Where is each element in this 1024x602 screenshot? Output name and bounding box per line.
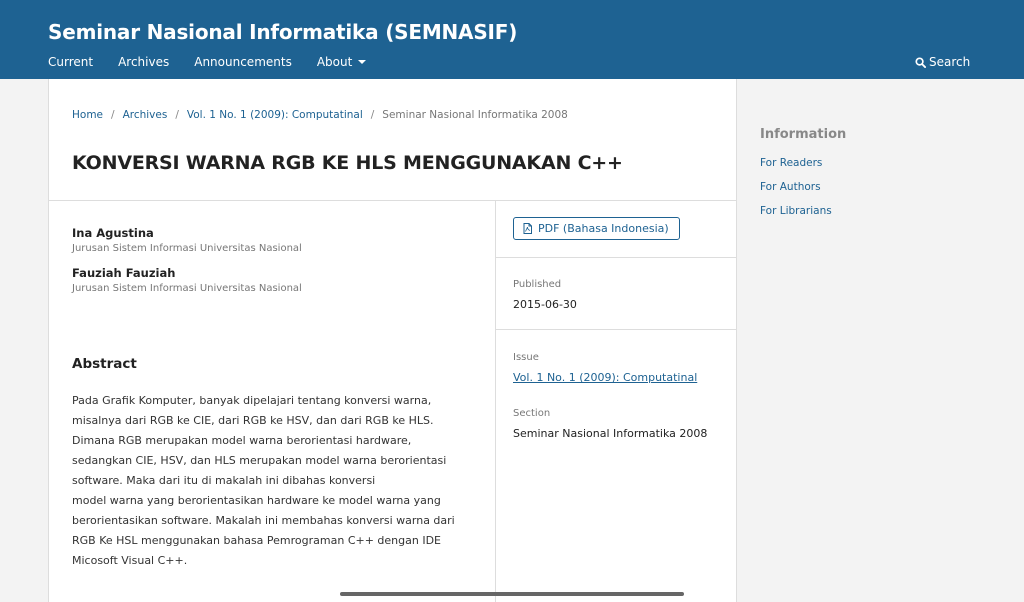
breadcrumb-archives[interactable]: Archives <box>122 109 168 121</box>
section-value: Seminar Nasional Informatika 2008 <box>513 427 708 440</box>
nav-current[interactable]: Current <box>48 55 94 69</box>
article-panel <box>48 79 737 602</box>
issue-link-text[interactable]: Vol. 1 No. 1 (2009): Computatinal <box>513 371 698 384</box>
breadcrumb <box>72 109 568 121</box>
file-pdf-icon <box>523 223 532 234</box>
breadcrumb-issue[interactable]: Vol. 1 No. 1 (2009): Computatinal <box>186 109 363 121</box>
divider <box>49 200 736 201</box>
nav-about-label: About <box>316 55 353 69</box>
author-affiliation: Jurusan Sistem Informasi Universitas Nasional <box>72 243 302 254</box>
published-value: 2015-06-30 <box>513 298 577 311</box>
divider <box>496 257 736 258</box>
nav-archives[interactable]: Archives <box>118 55 170 69</box>
pdf-button-label: PDF (Bahasa Indonesia) <box>538 222 669 235</box>
search-label: Search <box>929 55 971 69</box>
author-affiliation: Jurusan Sistem Informasi Universitas Nasional <box>72 283 302 294</box>
issue-link[interactable] <box>513 371 697 384</box>
search-icon <box>915 57 926 68</box>
column-divider <box>495 200 496 602</box>
author <box>72 226 302 254</box>
site-title[interactable]: Seminar Nasional Informatika (SEMNASIF) <box>48 20 518 44</box>
nav-announcements[interactable]: Announcements <box>194 55 292 69</box>
published-label: Published <box>513 279 562 290</box>
nav-about[interactable] <box>317 55 366 69</box>
horizontal-scrollbar[interactable] <box>340 592 684 596</box>
sidebar-link-authors[interactable]: For Authors <box>760 181 821 193</box>
search-link[interactable] <box>915 55 970 69</box>
breadcrumb-current: Seminar Nasional Informatika 2008 <box>382 109 568 121</box>
breadcrumb-separator: / <box>175 109 179 121</box>
author <box>72 266 302 294</box>
site-header <box>0 0 1024 79</box>
sidebar-title: Information <box>760 127 847 142</box>
breadcrumb-home[interactable]: Home <box>72 109 104 121</box>
abstract-paragraph: model warna yang berorientasikan hardware ke model warna yang berorientasikan software. Makalah ini membahas konversi warna dari RGB Ke HSL menggunakan bahasa Pemrograman C++ dengan IDE Micosoft Visual C++. <box>72 494 455 567</box>
abstract-text <box>72 391 472 571</box>
abstract-paragraph: Pada Grafik Komputer, banyak dipelajari tentang konversi warna, misalnya dari RGB ke CIE, dari RGB ke HSV, dan dari RGB ke HLS. Dimana RGB merupakan model warna berorientasi hardware, sedangkan CIE, HSV, dan HLS merupakan model warna berorientasi software. Maka dari itu di makalah ini dibahas konversi <box>72 394 447 487</box>
article-title: KONVERSI WARNA RGB KE HLS MENGGUNAKAN C++ <box>72 152 623 174</box>
author-name: Ina Agustina <box>72 226 154 240</box>
divider <box>496 329 736 330</box>
section-label: Section <box>513 408 551 419</box>
sidebar-link-readers[interactable]: For Readers <box>760 157 823 169</box>
sidebar-link-librarians[interactable]: For Librarians <box>760 205 832 217</box>
caret-down-icon <box>358 60 366 64</box>
issue-label: Issue <box>513 352 539 363</box>
primary-nav <box>48 55 391 69</box>
pdf-download-button[interactable] <box>513 217 680 240</box>
breadcrumb-separator: / <box>370 109 375 121</box>
abstract-heading: Abstract <box>72 356 137 372</box>
author-name: Fauziah Fauziah <box>72 266 176 280</box>
breadcrumb-separator: / <box>111 109 115 121</box>
